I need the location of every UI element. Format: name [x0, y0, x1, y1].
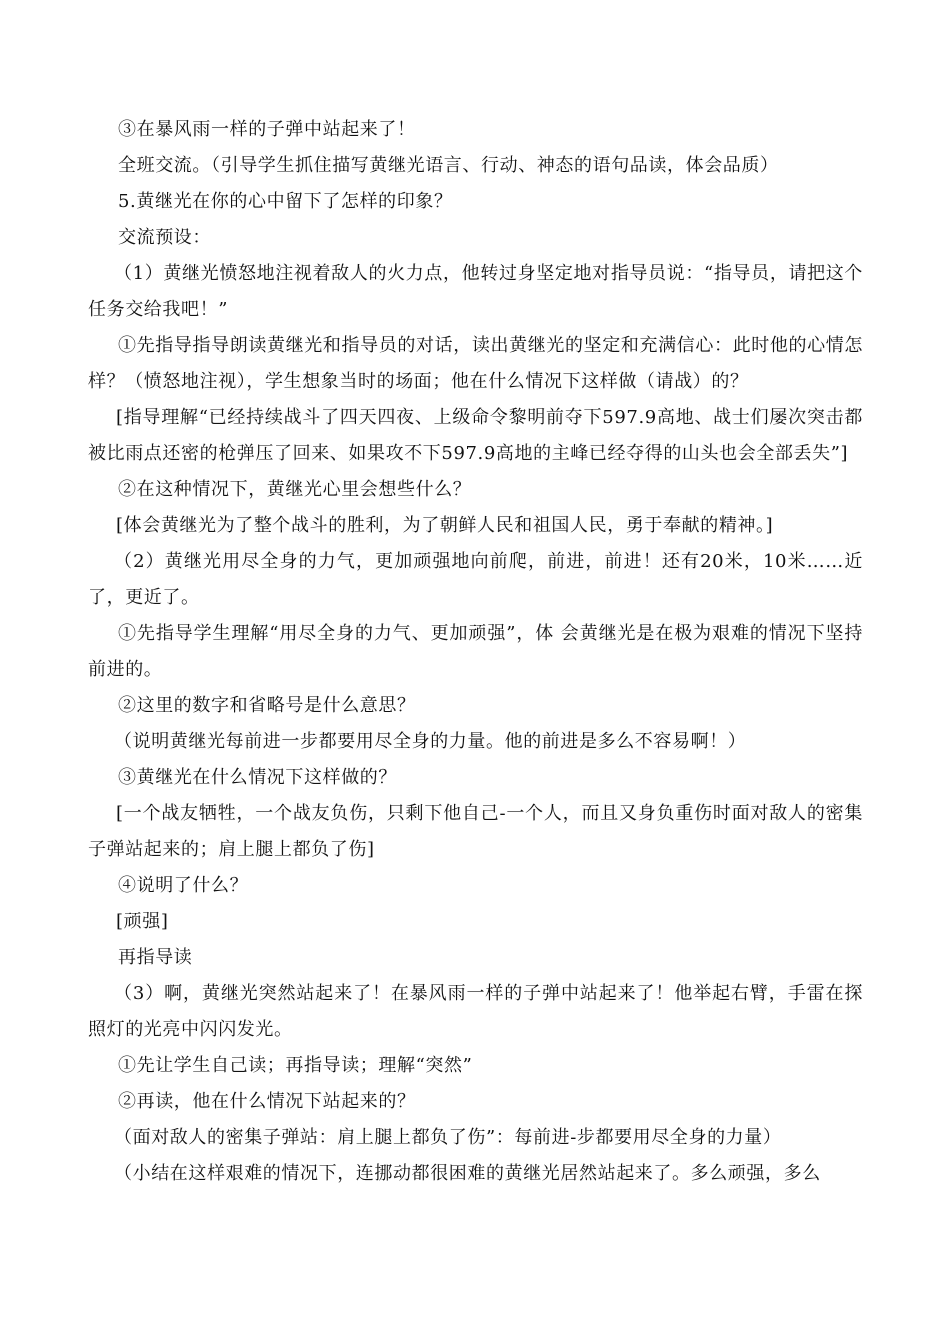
paragraph: （2）黄继光用尽全身的力气，更加顽强地向前爬，前进，前进！还有20米，10米……近了，更近了。	[88, 551, 863, 608]
paragraph: 再指导读	[118, 947, 193, 968]
paragraph: 全班交流。（引导学生抓住描写黄继光语言、行动、神态的语句品读，体会品质）	[118, 155, 779, 176]
paragraph: ①先让学生自己读；再指导读；理解“突然”	[118, 1055, 473, 1076]
paragraph: ③黄继光在什么情况下这样做的？	[118, 767, 397, 788]
paragraph: ②再读，他在什么情况下站起来的？	[118, 1091, 416, 1112]
paragraph: （说明黄继光每前进一步都要用尽全身的力量。他的前进是多么不容易啊！）	[114, 731, 747, 752]
paragraph: 5.黄继光在你的心中留下了怎样的印象？	[118, 191, 453, 212]
paragraph: ①先指导学生理解“用尽全身的力气、更加顽强”，体 会黄继光是在极为艰难的情况下坚持前进的。	[88, 623, 863, 680]
paragraph: （1）黄继光愤怒地注视着敌人的火力点，他转过身坚定地对指导员说：“指导员，请把这个任务交给我吧！”	[88, 263, 863, 320]
paragraph: [体会黄继光为了整个战斗的胜利，为了朝鲜人民和祖国人民，勇于奉献的精神。]	[116, 515, 774, 536]
paragraph: （小结在这样艰难的情况下，连挪动都很困难的黄继光居然站起来了。多么顽强，多么	[114, 1163, 821, 1184]
paragraph: ②这里的数字和省略号是什么意思？	[118, 695, 416, 716]
paragraph: ④说明了什么？	[118, 875, 249, 896]
paragraph: ③在暴风雨一样的子弹中站起来了！	[118, 119, 416, 140]
paragraph: （面对敌人的密集子弹站：肩上腿上都负了伤”：每前进-步都要用尽全身的力量）	[114, 1127, 782, 1148]
paragraph: [顽强]	[116, 911, 169, 932]
document-body	[88, 112, 863, 1192]
paragraph: [指导理解“已经持续战斗了四天四夜、上级命令黎明前夺下597.9高地、战士们屡次突击都被比雨点还密的枪弹压了回来、如果攻不下597.9高地的主峰已经夺得的山头也会全部丢失”]	[88, 407, 863, 464]
paragraph: ①先指导指导朗读黄继光和指导员的对话，读出黄继光的坚定和充满信心：此时他的心情怎样？（愤怒地注视），学生想象当时的场面；他在什么情况下这样做（请战）的？	[88, 335, 863, 392]
paragraph: （3）啊，黄继光突然站起来了！在暴风雨一样的子弹中站起来了！他举起右臂，手雷在探照灯的光亮中闪闪发光。	[88, 983, 863, 1040]
paragraph: ②在这种情况下，黄继光心里会想些什么？	[118, 479, 472, 500]
paragraph: 交流预设：	[118, 227, 211, 248]
paragraph: [一个战友牺牲，一个战友负伤，只剩下他自己-一个人，而且又身负重伤时面对敌人的密集子弹站起来的；肩上腿上都负了伤]	[88, 803, 863, 860]
